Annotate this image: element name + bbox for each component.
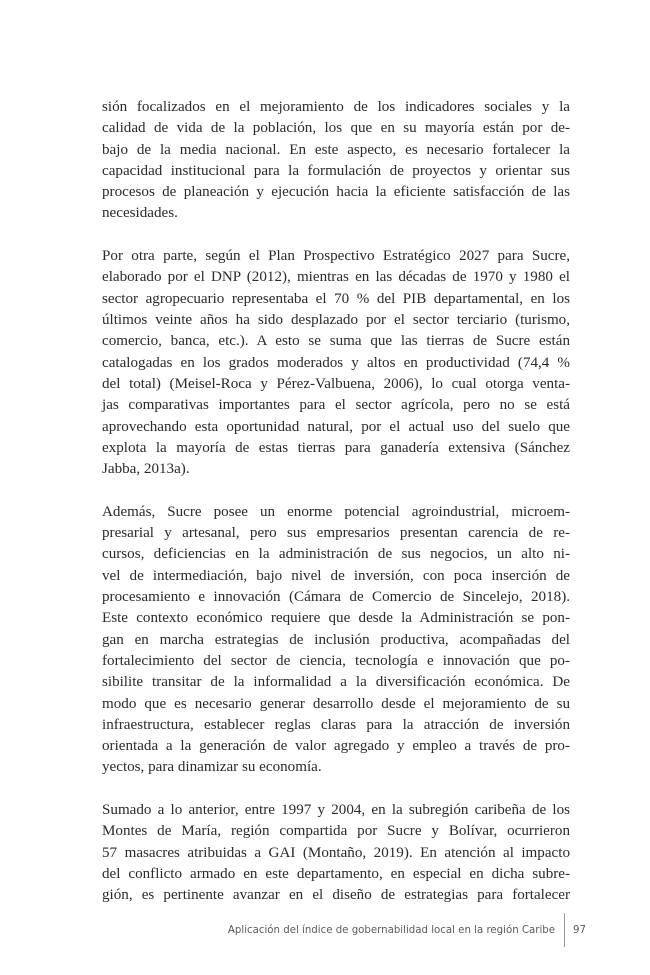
text-line: modo que es necesario generar desarrollo desde el mejoramiento de su xyxy=(102,695,570,712)
text-line: Este contexto económico requiere que desde la Administración se pon- xyxy=(102,610,570,627)
text-line: calidad de vida de la población, los que en su mayoría están por de- xyxy=(102,120,570,137)
text-line: del total) (Meisel-Roca y Pérez-Valbuena, 2006), lo cual otorga venta- xyxy=(102,375,570,392)
text-line: sión focalizados en el mejoramiento de los indicadores sociales y la xyxy=(102,99,570,115)
text-line: comercio, banca, etc.). A esto se suma que las tierras de Sucre están xyxy=(102,333,570,350)
page-number: 97 xyxy=(573,924,586,936)
text-line: gión, es pertinente avanzar en el diseño de estrategias para fortalecer xyxy=(102,887,570,904)
text-line: catalogadas en los grados moderados y altos en productividad (74,4 % xyxy=(102,354,570,371)
text-line: aprovechando esta oportunidad natural, por el actual uso del suelo que xyxy=(102,418,570,435)
text-line: sector agropecuario representaba el 70 % del PIB departamental, en los xyxy=(102,290,570,307)
text-line: Por otra parte, según el Plan Prospectivo Estratégico 2027 para Sucre, xyxy=(102,248,570,265)
text-line: jas comparativas importantes para el sector agrícola, pero no se está xyxy=(102,397,570,414)
paragraph-2 xyxy=(102,246,570,480)
page-body xyxy=(102,97,570,928)
text-line: bajo de la media nacional. En este aspecto, es necesario fortalecer la xyxy=(102,141,570,158)
text-line: vel de intermediación, bajo nivel de inversión, con poca inserción de xyxy=(102,567,570,584)
text-line: necesidades. xyxy=(102,205,178,222)
paragraph-4 xyxy=(102,800,570,906)
text-line: procesamiento e innovación (Cámara de Comercio de Sincelejo, 2018). xyxy=(102,589,570,606)
text-line: 57 masacres atribuidas a GAI (Montaño, 2019). En atención al impacto xyxy=(102,844,570,861)
text-line: orientada a la generación de valor agregado y empleo a través de pro- xyxy=(102,738,570,755)
text-line: Jabba, 2013a). xyxy=(102,461,190,478)
page-footer xyxy=(228,913,586,947)
text-line: del conflicto armado en este departamento, en especial en dicha subre- xyxy=(102,865,570,882)
text-line: yectos, para dinamizar su economía. xyxy=(102,759,322,776)
text-line: procesos de planeación y ejecución hacia la eficiente satisfacción de las xyxy=(102,184,570,201)
text-line: capacidad institucional para la formulación de proyectos y orientar sus xyxy=(102,162,570,179)
text-line: elaborado por el DNP (2012), mientras en las décadas de 1970 y 1980 el xyxy=(102,269,570,286)
text-line: infraestructura, establecer reglas claras para la atracción de inversión xyxy=(102,716,570,733)
paragraph-3 xyxy=(102,502,570,779)
text-line: últimos veinte años ha sido desplazado por el sector terciario (turismo, xyxy=(102,312,570,329)
text-line: cursos, deficiencias en la administración de sus negocios, un alto ni- xyxy=(102,546,570,563)
text-line: fortalecimiento del sector de ciencia, tecnología e innovación que po- xyxy=(102,652,570,669)
text-line: presarial y artesanal, pero sus empresarios presentan carencia de re- xyxy=(102,525,570,542)
text-line: Además, Sucre posee un enorme potencial agroindustrial, microem- xyxy=(102,503,570,520)
footer-divider xyxy=(564,913,565,947)
text-line: Montes de María, región compartida por Sucre y Bolívar, ocurrieron xyxy=(102,823,570,840)
text-line: gan en marcha estrategias de inclusión productiva, acompañadas del xyxy=(102,631,570,648)
text-line: Sumado a lo anterior, entre 1997 y 2004, en la subregión caribeña de los xyxy=(102,802,570,819)
text-line: explota la mayoría de estas tierras para ganadería extensiva (Sánchez xyxy=(102,439,570,456)
text-line: sibilite transitar de la informalidad a la diversificación económica. De xyxy=(102,674,570,691)
running-title: Aplicación del índice de gobernabilidad local en la región Caribe xyxy=(227,924,556,936)
paragraph-1 xyxy=(102,97,570,225)
